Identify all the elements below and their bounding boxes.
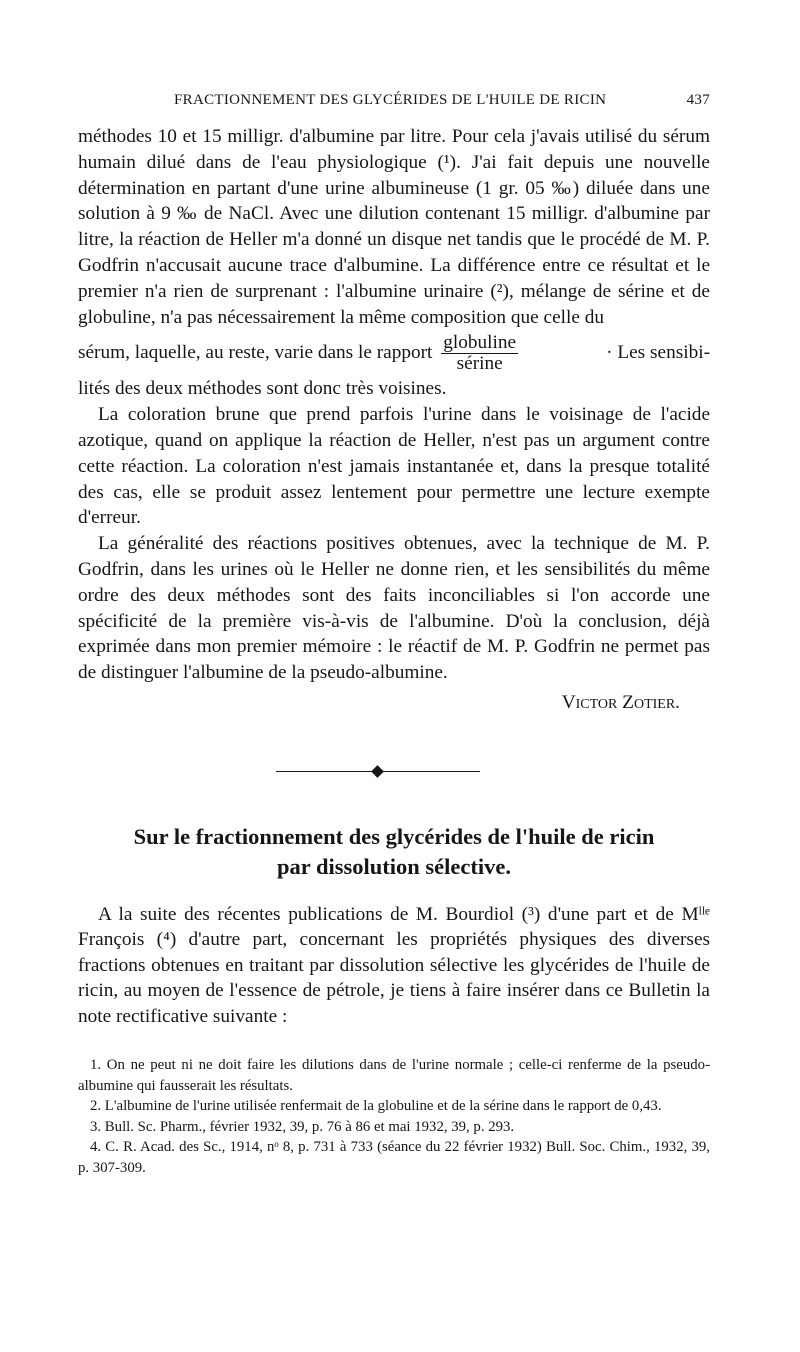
footnotes <box>78 1055 710 1179</box>
section-title <box>78 822 710 882</box>
paragraph-1-end: lités des deux méthodes sont donc très voisines. <box>78 378 447 400</box>
page-number: 437 <box>686 92 710 108</box>
paragraph-1-text: méthodes 10 et 15 milligr. d'albumine par litre. Pour cela j'avais utilisé du sérum humain dilué dans de l'eau physiologique (¹). J'ai fait depuis une nouvelle détermination en partant d'une urine albumineuse (1 gr. 05 ‰) diluée dans une solution à 9 ‰ de NaCl. Avec une dilution contenant 15 milligr. d'albumine par litre, la réaction de Heller m'a donné un disque net tandis que le procédé de M. P. Godfrin n'accusait aucune trace d'albumine. La différence entre ce résultat et le premier n'a rien de surprenant : l'albumine urinaire (²), mélange de sérine et de globuline, n'a pas nécessairement la même composition que celle du <box>78 126 710 328</box>
fraction-numerator: globuline <box>443 331 517 353</box>
paragraph-3: La généralité des réactions positives obtenues, avec la technique de M. P. Godfrin, dans les urines où le Heller ne donne rien, et les sensibilités du même ordre des deux méthodes sont des faits inconciliables si l'on accorde une spécificité de la première vis-à-vis de l'albumine. D'où la conclusion, déjà exprimée dans mon premier mémoire : le réactif de M. P. Godfrin ne permet pas de distinguer l'albumine de la pseudo-albumine. <box>78 533 710 684</box>
fraction-line-right: · Les sensibi- <box>606 342 710 364</box>
section-title-line-1: Sur le fractionnement des glycérides de l'huile de ricin <box>133 824 655 849</box>
footnote-1: 1. On ne peut ni ne doit faire les dilutions dans de l'urine normale ; celle-ci renferme de la pseudo-albumine qui fausserait les résultats. <box>78 1057 710 1094</box>
section-body <box>78 902 710 1029</box>
article-continuation <box>78 124 710 716</box>
section-title-line-2: par dissolution sélective. <box>277 854 511 879</box>
section-divider <box>276 764 480 780</box>
footnote-2: 2. L'albumine de l'urine utilisée renfermait de la globuline et de la sérine dans le rapport de 0,43. <box>90 1098 662 1115</box>
fraction-denominator: sérine <box>456 352 503 374</box>
fraction-line <box>78 330 710 376</box>
running-title: FRACTIONNEMENT DES GLYCÉRIDES DE L'HUILE DE RICIN <box>174 92 607 108</box>
footnote-3: 3. Bull. Sc. Pharm., février 1932, 39, p. 76 à 86 et mai 1932, 39, p. 293. <box>90 1118 515 1135</box>
ratio-fraction <box>441 333 518 374</box>
fraction-line-left: sérum, laquelle, au reste, varie dans le rapport $\frac{\text{globuline}}{\text{sérine}}$ <box>78 331 517 374</box>
paragraph-2: La coloration brune que prend parfois l'urine dans le voisinage de l'acide azotique, quand on applique la réaction de Heller, n'est pas un argument contre cette réaction. La coloration n'est jamais instantanée et, dans la presque totalité des cas, elle se produit assez lentement pour permettre une lecture exempte d'erreur. <box>78 404 710 529</box>
footnote-4: 4. C. R. Acad. des Sc., 1914, nᵒ 8, p. 731 à 733 (séance du 22 février 1932) Bull. Soc. Chim., 1932, 39, p. 307-309. <box>78 1139 710 1176</box>
author-signature: Victor Zotier. <box>561 691 680 713</box>
section-paragraph-1: A la suite des récentes publications de M. Bourdiol (³) d'une part et de Mˡˡᵉ François (⁴) d'autre part, concernant les propriétés physiques des diverses fractions obtenues en traitant par dissolution sélective les glycérides de l'huile de ricin, au moyen de l'essence de pétrole, je tiens à faire insérer dans ce Bulletin la note rectificative suivante : <box>78 904 710 1027</box>
diamond-ornament-icon <box>371 765 384 778</box>
